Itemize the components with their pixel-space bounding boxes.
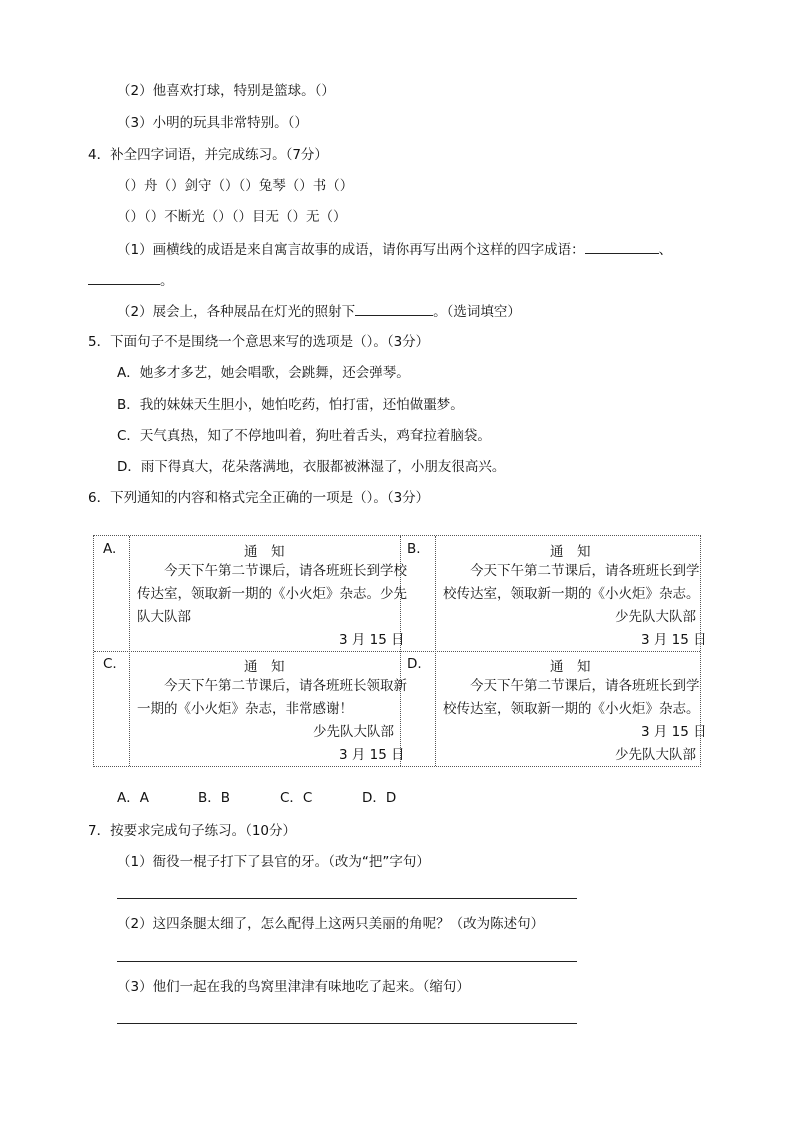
- notice-c-date: 3 月 15 日: [339, 747, 405, 763]
- notice-c-title: 通 知: [244, 659, 285, 675]
- q6-choice-b[interactable]: B．B: [198, 790, 231, 806]
- notice-d-label: D.: [407, 656, 422, 672]
- q4-sub1-blank-2[interactable]: [88, 271, 160, 285]
- q5-option-d: D．雨下得真大，花朵落满地，衣服都被淋湿了，小朋友很高兴。: [117, 459, 506, 475]
- q4-sub1-separator: 、: [658, 242, 673, 258]
- q5-option-a: A．她多才多艺，她会唱歌，会跳舞，还会弹琴。: [117, 365, 410, 381]
- notice-d-signature: 少先队大队部: [615, 747, 696, 763]
- q4-sub1: [117, 240, 672, 259]
- notice-b-signature: 少先队大队部: [615, 609, 696, 625]
- notice-c-label: C.: [103, 656, 117, 672]
- q6-choice-c[interactable]: C．C: [280, 790, 313, 806]
- q4-sub2-blank[interactable]: [355, 302, 433, 316]
- q4-sub1-end: 。: [160, 273, 174, 289]
- q6-choice-d[interactable]: D．D: [362, 790, 397, 806]
- q4-sub2-tail: 。（选词填空）: [433, 304, 521, 320]
- q7-answer-line-2[interactable]: [117, 961, 577, 962]
- notice-a-line-3: 队大队部: [137, 609, 191, 625]
- notice-d-date: 3 月 15 日: [641, 724, 707, 740]
- q7-answer-line-3[interactable]: [117, 1023, 577, 1024]
- q6-heading: 6．下列通知的内容和格式完全正确的一项是（）。（3分）: [88, 490, 430, 506]
- notice-a-line-2: 传达室，领取新一期的《小火炬》杂志。少先: [137, 586, 407, 602]
- notice-b-title: 通 知: [550, 544, 591, 560]
- q4-sub1-continued: [88, 271, 174, 290]
- q7-answer-line-1[interactable]: [117, 898, 577, 899]
- q3-item-2: （2）他喜欢打球，特别是篮球。（）: [117, 83, 335, 99]
- q6-choice-a[interactable]: A．A: [117, 790, 149, 806]
- q5-heading: 5．下面句子不是围绕一个意思来写的选项是（）。（3分）: [88, 334, 430, 350]
- q3-item-3: （3）小明的玩具非常特别。（）: [117, 115, 308, 131]
- notice-a-label: A.: [103, 541, 117, 557]
- notice-c-line-2: 一期的《小火炬》杂志，非常感谢！: [137, 701, 353, 717]
- notice-a-date: 3 月 15 日: [339, 632, 405, 648]
- notice-b-date: 3 月 15 日: [641, 632, 707, 648]
- notice-d-line-2: 校传达室，领取新一期的《小火炬》杂志。: [443, 701, 700, 717]
- q4-heading: 4．补全四字词语，并完成练习。（7分）: [88, 147, 328, 163]
- notice-b-line-1: 今天下午第二节课后，请各班班长到学: [470, 563, 700, 579]
- q7-heading: 7．按要求完成句子练习。（10分）: [88, 823, 297, 839]
- q5-option-c: C．天气真热，知了不停地叫着，狗吐着舌头，鸡耷拉着脑袋。: [117, 428, 491, 444]
- q7-item-1: （1）衙役一棍子打下了县官的牙。（改为“把”字句）: [117, 854, 430, 870]
- notice-b-label: B.: [407, 541, 421, 557]
- notice-options-table: [93, 535, 707, 767]
- q7-item-2: （2）这四条腿太细了，怎么配得上这两只美丽的角呢？（改为陈述句）: [117, 916, 545, 932]
- q7-item-3: （3）他们一起在我的鸟窝里津津有味地吃了起来。（缩句）: [117, 979, 470, 995]
- q4-sub1-blank-1[interactable]: [585, 240, 659, 254]
- q5-option-b: B．我的妹妹天生胆小，她怕吃药，怕打雷，还怕做噩梦。: [117, 397, 464, 413]
- notice-b-line-2: 校传达室，领取新一期的《小火炬》杂志。: [443, 586, 700, 602]
- q4-idiom-row-1: （）舟（）剑守（）（）兔琴（）书（）: [117, 178, 354, 194]
- q4-idiom-row-2: （）（）不断光（）（）目无（）无（）: [117, 209, 347, 225]
- notice-d-title: 通 知: [550, 659, 591, 675]
- q4-sub2-text: （2）展会上，各种展品在灯光的照射下: [117, 304, 356, 320]
- notice-c-signature: 少先队大队部: [313, 724, 394, 740]
- notice-a-line-1: 今天下午第二节课后，请各班班长到学校: [164, 563, 407, 579]
- notice-a-title: 通 知: [244, 544, 285, 560]
- notice-d-line-1: 今天下午第二节课后，请各班班长到学: [470, 678, 700, 694]
- q4-sub2: [117, 302, 521, 321]
- notice-c-line-1: 今天下午第二节课后，请各班班长领取新: [164, 678, 407, 694]
- q4-sub1-text: （1）画横线的成语是来自寓言故事的成语，请你再写出两个这样的四字成语：: [117, 242, 585, 258]
